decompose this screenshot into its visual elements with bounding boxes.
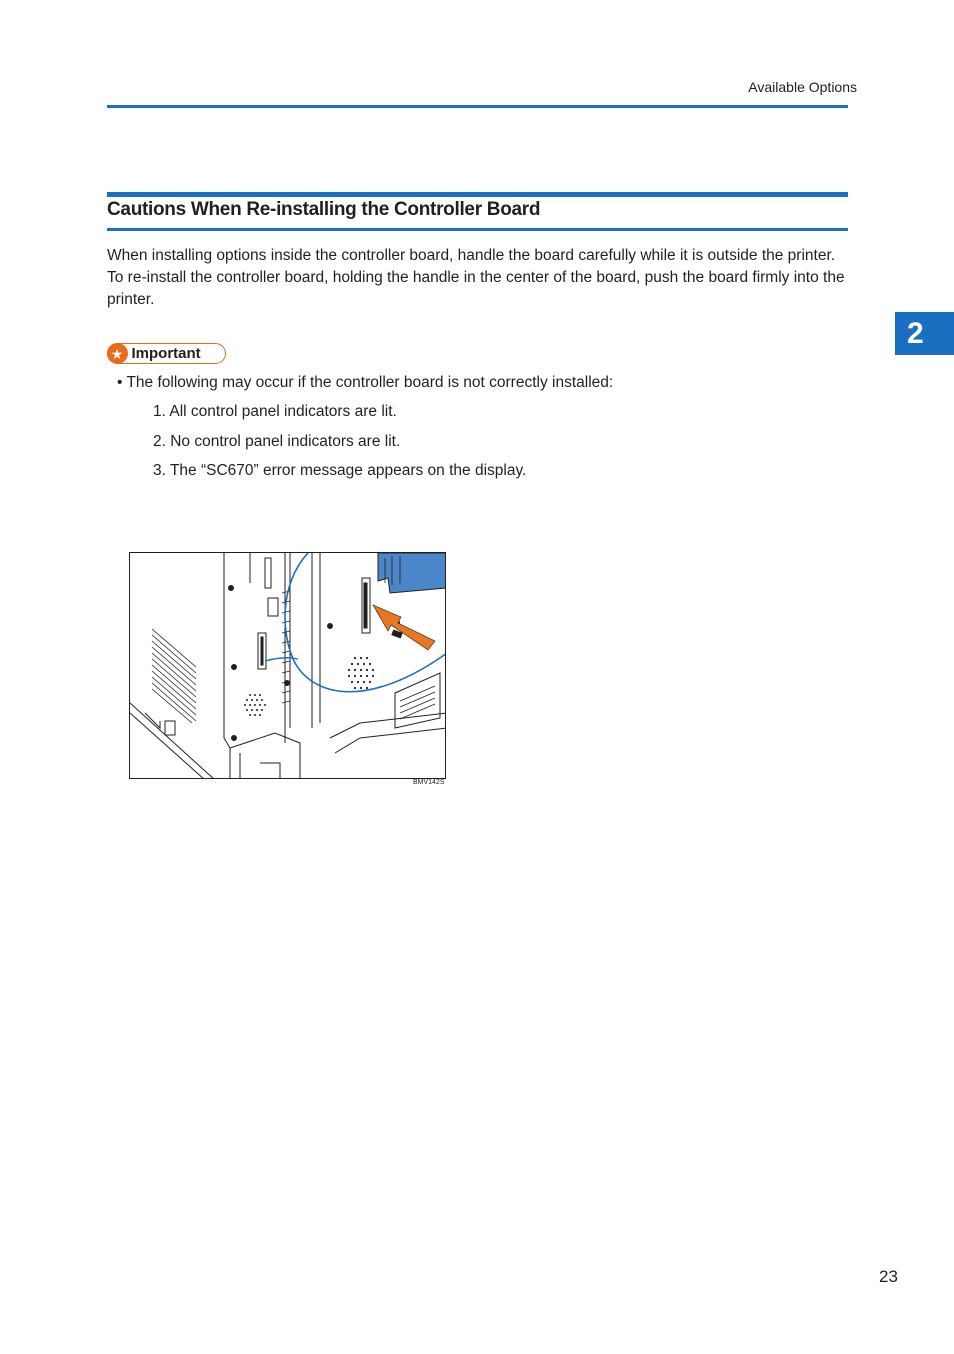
- insert-arrow-icon: [373, 605, 435, 650]
- paragraph-1: When installing options inside the controller board, handle the board carefully while it is outside the printer.: [107, 247, 836, 264]
- printer-rear-drawing: [130, 553, 446, 779]
- chapter-tab: 2: [895, 312, 954, 355]
- important-badge: [107, 343, 226, 364]
- section-title: Cautions When Re-installing the Controller Board: [107, 199, 541, 220]
- controller-board: [378, 553, 446, 593]
- page-number: 23: [879, 1267, 898, 1286]
- running-head: Available Options: [748, 79, 857, 95]
- list-item: 2. No control panel indicators are lit.: [153, 433, 401, 450]
- important-bullet: • The following may occur if the controller board is not correctly installed:: [117, 374, 614, 391]
- section-rule-bottom: [107, 228, 848, 231]
- body-text: [107, 245, 877, 311]
- header-rule: [107, 105, 848, 108]
- list-item: 1. All control panel indicators are lit.: [153, 403, 397, 420]
- section-rule-top: [107, 192, 848, 197]
- star-icon: ★: [107, 343, 128, 364]
- important-label: Important: [131, 345, 201, 362]
- paragraph-2: To re-install the controller board, holding the handle in the center of the board, push the board firmly into the printer.: [107, 269, 845, 308]
- figure-code: BMV142S: [413, 779, 445, 786]
- controller-board-illustration: [129, 552, 446, 779]
- list-item: 3. The “SC670” error message appears on the display.: [153, 462, 527, 479]
